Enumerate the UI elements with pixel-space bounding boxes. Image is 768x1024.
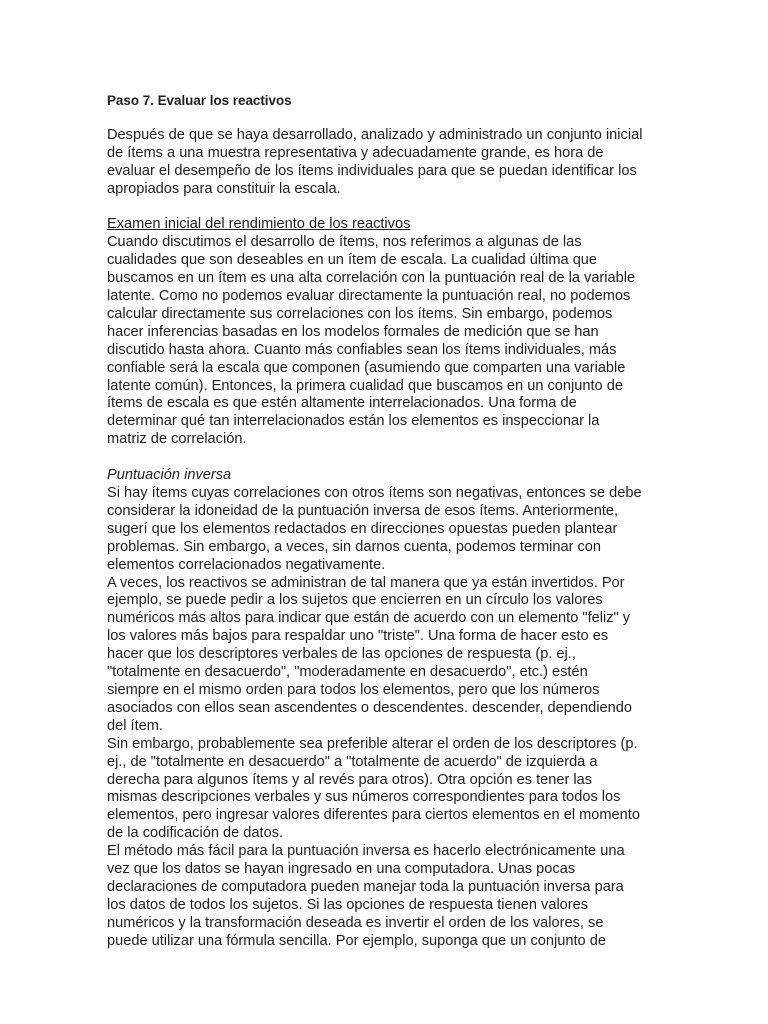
section-spacer — [107, 199, 643, 217]
section1-heading: Examen inicial del rendimiento de los reactivos — [107, 216, 411, 233]
section2-paragraph: El método más fácil para la puntuación inversa es hacerlo electrónicamente una vez que los datos se hayan ingresado en una computadora. Unas pocas declaraciones de computadora pueden manejar toda la puntuación inversa para los datos de todos los sujetos. Si las opciones de respuesta tienen valores numéricos y la transformación deseada es invertir el orden de los valores, se puede utilizar una fórmula sencilla. Por ejemplo, suponga que un conjunto de — [107, 843, 625, 949]
document-title: Paso 7. Evaluar los reactivos — [107, 93, 292, 108]
document-page — [107, 92, 643, 951]
section1-body: Cuando discutimos el desarrollo de ítems, nos referimos a algunas de las cualidades que son deseables en un ítem de escala. La cualidad última que buscamos en un ítem es una alta correlación con la puntuación real de la variable latente. Como no podemos evaluar directamente la puntuación real, no podemos calcular directamente sus correlaciones con los ítems. Sin embargo, podemos hacer inferencias basadas en los modelos formales de medición que se han discutido hasta ahora. Cuanto más confiables sean los ítems individuales, más confiable será la escala que componen (asumiendo que comparten una variable latente común). Entonces, la primera cualidad que buscamos en un conjunto de ítems de escala es que estén altamente interrelacionados. Una forma de determinar qué tan interrelacionados están los elementos es inspeccionar la matriz de correlación. — [107, 234, 636, 448]
intro-paragraph: Después de que se haya desarrollado, analizado y administrado un conjunto inicial de ítems a una muestra representativa y adecuadamente grande, es hora de evaluar el desempeño de los ítems individuales para que se puedan identificar los apropiados para constituir la escala. — [107, 126, 643, 197]
section2-paragraph: Si hay ítems cuyas correlaciones con otros ítems son negativas, entonces se debe considerar la idoneidad de la puntuación inversa de esos ítems. Anteriormente, sugerí que los elementos redactados en direcciones opuestas pueden plantear problemas. Sin embargo, a veces, sin darnos cuenta, podemos terminar con elementos correlacionados negativamente. — [107, 485, 642, 573]
section2-paragraph: A veces, los reactivos se administran de tal manera que ya están invertidos. Por ejemplo, se puede pedir a los sujetos que encierren en un círculo los valores numéricos más altos para indicar que están de acuerdo con un elemento "feliz" y los valores más bajos para respaldar uno "triste". Una forma de hacer esto es hacer que los descriptores verbales de las opciones de respuesta (p. ej., "totalmente en desacuerdo", "moderadamente en desacuerdo", etc.) estén siempre en el mismo orden para todos los elementos, pero que los números asociados con ellos sean ascendentes o descendentes. descender, dependiendo del ítem. — [107, 574, 632, 734]
section2-paragraph: Sin embargo, probablemente sea preferible alterar el orden de los descriptores (p. ej., de "totalmente en desacuerdo" a "totalmente de acuerdo" de izquierda a derecha para algunos ítems y al revés para otros). Otra opción es tener las mismas descripciones verbales y sus números correspondientes para todos los elementos, pero ingresar valores diferentes para ciertos elementos en el momento de la codificación de datos. — [107, 735, 640, 842]
section2-heading: Puntuación inversa — [107, 467, 232, 484]
section-spacer — [107, 449, 643, 467]
